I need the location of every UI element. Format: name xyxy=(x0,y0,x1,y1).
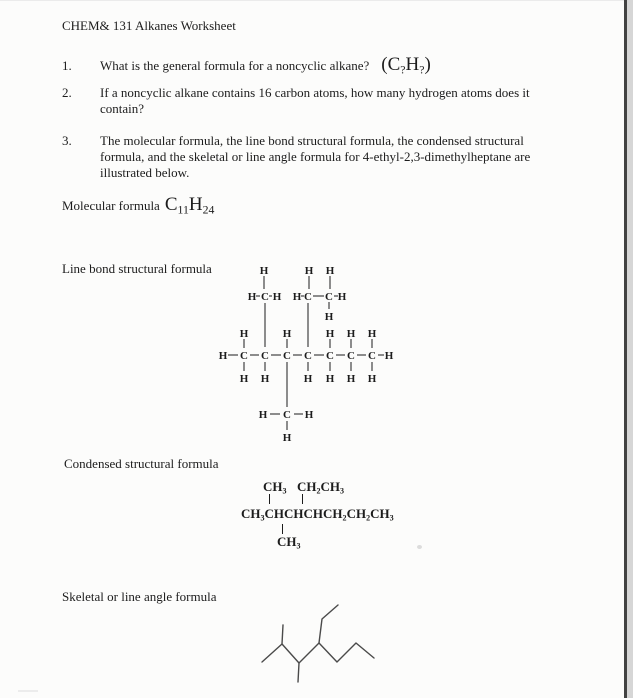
atom-H: H xyxy=(346,328,356,340)
formula-text: CH xyxy=(320,479,341,494)
formula-text: CHCHCHCH xyxy=(264,506,343,521)
atom-H: H xyxy=(325,328,335,340)
formula-subscript: 3 xyxy=(260,513,265,523)
formula-text: CH xyxy=(297,479,317,494)
question-2-number: 2. xyxy=(62,85,72,100)
question-1-text: What is the general formula for a noncyclic alkane? xyxy=(100,58,370,73)
formula-text: CH xyxy=(346,506,367,521)
atom-H: H xyxy=(367,373,377,385)
condensed-section-label: Condensed structural formula xyxy=(64,456,219,471)
formula-text: ) xyxy=(424,54,431,75)
question-1-number: 1. xyxy=(62,58,72,73)
formula-subscript: 11 xyxy=(177,203,189,217)
formula-subscript: 3 xyxy=(282,486,287,496)
condensed-bond-bar xyxy=(269,494,270,504)
atom-H: H xyxy=(218,350,228,362)
atom-H: H xyxy=(282,432,292,444)
formula-subscript: 2 xyxy=(342,513,347,523)
formula-text: CH xyxy=(263,479,283,494)
atom-H: H xyxy=(346,373,356,385)
text-line: formula, and the skeletal or line angle formula for 4-ethyl-2,3-dimethylheptane are xyxy=(100,149,531,164)
scan-edge-margin xyxy=(627,0,633,698)
formula-subscript: ? xyxy=(419,63,425,77)
atom-H: H xyxy=(239,373,249,385)
text-line: contain? xyxy=(100,101,145,116)
formula-subscript: 3 xyxy=(296,541,301,551)
atom-C: C xyxy=(304,291,312,303)
atom-C: C xyxy=(326,350,334,362)
condensed-fragment xyxy=(241,506,394,525)
atom-H: H xyxy=(325,373,335,385)
formula-text: H xyxy=(188,194,203,215)
formula-subscript: 3 xyxy=(340,486,345,496)
text-line: If a noncyclic alkane contains 16 carbon atoms, how many hydrogen atoms does it xyxy=(100,85,530,100)
atom-H: H xyxy=(337,291,347,303)
atom-H: H xyxy=(260,373,270,385)
atom-H: H xyxy=(367,328,377,340)
atom-C: C xyxy=(240,350,248,362)
formula-subscript: 24 xyxy=(202,203,215,217)
formula-text: CH xyxy=(241,506,261,521)
condensed-bond-bar xyxy=(302,494,303,504)
atom-C: C xyxy=(261,350,269,362)
atom-H: H xyxy=(304,265,314,277)
condensed-bond-bar xyxy=(282,524,283,534)
atom-C: C xyxy=(283,409,291,421)
atom-H: H xyxy=(384,350,394,362)
text-line: The molecular formula, the line bond structural formula, the condensed structural xyxy=(100,133,524,148)
atom-C: C xyxy=(261,291,269,303)
condensed-fragment xyxy=(263,479,287,498)
formula-text: C xyxy=(164,194,178,215)
formula-subscript: ? xyxy=(400,63,406,77)
condensed-fragment xyxy=(297,479,344,498)
page-title: CHEM& 131 Alkanes Worksheet xyxy=(62,18,236,33)
formula-text: (C xyxy=(381,54,401,75)
formula-text: CH xyxy=(370,506,390,521)
formula-text: CH xyxy=(277,534,297,549)
condensed-fragment xyxy=(277,534,301,553)
scan-speck xyxy=(18,690,38,692)
atom-C: C xyxy=(304,350,312,362)
atom-H: H xyxy=(272,291,282,303)
line-bond-section-label: Line bond structural formula xyxy=(62,261,212,276)
atom-H: H xyxy=(258,409,268,421)
atom-H: H xyxy=(304,409,314,421)
atom-C: C xyxy=(347,350,355,362)
atom-C: C xyxy=(325,291,333,303)
atom-H: H xyxy=(239,328,249,340)
atom-H: H xyxy=(303,373,313,385)
atom-H: H xyxy=(292,291,302,303)
atom-C: C xyxy=(368,350,376,362)
molecular-formula-label: Molecular formula xyxy=(62,198,160,213)
question-3-number: 3. xyxy=(62,133,72,148)
atom-H: H xyxy=(247,291,257,303)
scan-speck xyxy=(417,545,422,549)
formula-text: H xyxy=(405,54,420,75)
formula-subscript: 2 xyxy=(366,513,371,523)
formula-subscript: 2 xyxy=(316,486,321,496)
atom-H: H xyxy=(324,311,334,323)
text-line: illustrated below. xyxy=(100,165,190,180)
atom-H: H xyxy=(259,265,269,277)
atom-H: H xyxy=(282,328,292,340)
skeletal-section-label: Skeletal or line angle formula xyxy=(62,589,217,604)
atom-H: H xyxy=(325,265,335,277)
atom-C: C xyxy=(283,350,291,362)
formula-subscript: 3 xyxy=(389,513,394,523)
